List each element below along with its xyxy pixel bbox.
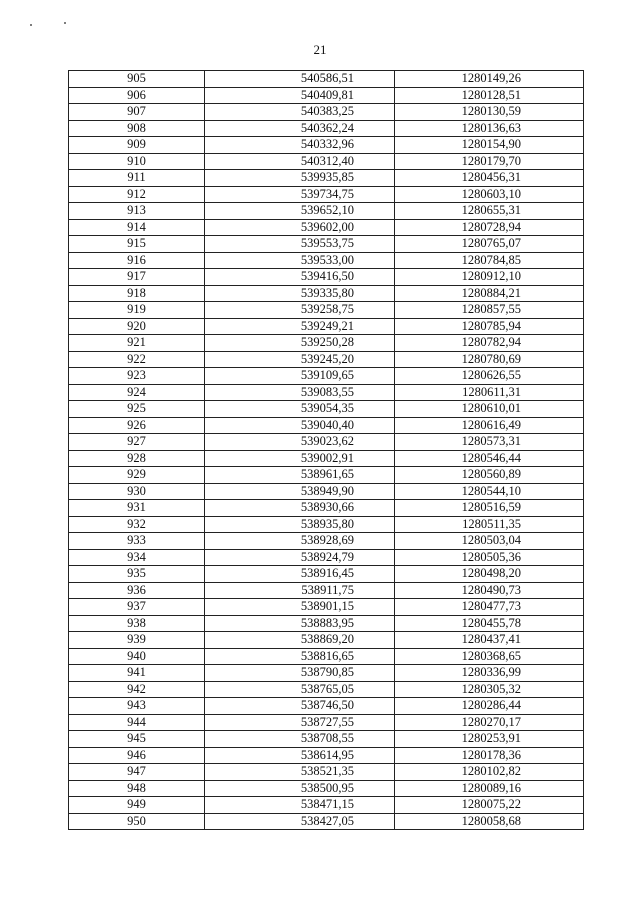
table-row	[69, 335, 584, 352]
x-coordinate-cell: 539023,62	[205, 434, 395, 451]
table-row	[69, 648, 584, 665]
x-coordinate-cell: 539335,80	[205, 285, 395, 302]
y-coordinate-cell: 1280136,63	[395, 120, 584, 137]
x-coordinate-cell: 538924,79	[205, 549, 395, 566]
y-coordinate-cell: 1280626,55	[395, 368, 584, 385]
point-number-cell: 930	[69, 483, 205, 500]
y-coordinate-cell: 1280780,69	[395, 351, 584, 368]
x-coordinate-cell: 538727,55	[205, 714, 395, 731]
point-number-cell: 919	[69, 302, 205, 319]
y-coordinate-cell: 1280655,31	[395, 203, 584, 220]
y-coordinate-cell: 1280149,26	[395, 71, 584, 88]
point-number-cell: 912	[69, 186, 205, 203]
point-number-cell: 907	[69, 104, 205, 121]
point-number-cell: 928	[69, 450, 205, 467]
y-coordinate-cell: 1280456,31	[395, 170, 584, 187]
y-coordinate-cell: 1280603,10	[395, 186, 584, 203]
y-coordinate-cell: 1280544,10	[395, 483, 584, 500]
x-coordinate-cell: 538790,85	[205, 665, 395, 682]
x-coordinate-cell: 538916,45	[205, 566, 395, 583]
table-row	[69, 120, 584, 137]
table-row	[69, 368, 584, 385]
point-number-cell: 916	[69, 252, 205, 269]
x-coordinate-cell: 538521,35	[205, 764, 395, 781]
x-coordinate-cell: 539935,85	[205, 170, 395, 187]
x-coordinate-cell: 538765,05	[205, 681, 395, 698]
x-coordinate-cell: 538427,05	[205, 813, 395, 830]
point-number-cell: 942	[69, 681, 205, 698]
y-coordinate-cell: 1280560,89	[395, 467, 584, 484]
y-coordinate-cell: 1280785,94	[395, 318, 584, 335]
table-row	[69, 549, 584, 566]
y-coordinate-cell: 1280498,20	[395, 566, 584, 583]
x-coordinate-cell: 539040,40	[205, 417, 395, 434]
y-coordinate-cell: 1280546,44	[395, 450, 584, 467]
x-coordinate-cell: 540383,25	[205, 104, 395, 121]
y-coordinate-cell: 1280477,73	[395, 599, 584, 616]
x-coordinate-cell: 539602,00	[205, 219, 395, 236]
point-number-cell: 938	[69, 615, 205, 632]
y-coordinate-cell: 1280178,36	[395, 747, 584, 764]
point-number-cell: 923	[69, 368, 205, 385]
point-number-cell: 945	[69, 731, 205, 748]
x-coordinate-cell: 539249,21	[205, 318, 395, 335]
y-coordinate-cell: 1280857,55	[395, 302, 584, 319]
table-row	[69, 483, 584, 500]
y-coordinate-cell: 1280179,70	[395, 153, 584, 170]
point-number-cell: 915	[69, 236, 205, 253]
table-row	[69, 186, 584, 203]
x-coordinate-cell: 539245,20	[205, 351, 395, 368]
table-row	[69, 104, 584, 121]
point-number-cell: 947	[69, 764, 205, 781]
point-number-cell: 937	[69, 599, 205, 616]
table-row	[69, 797, 584, 814]
x-coordinate-cell: 538816,65	[205, 648, 395, 665]
y-coordinate-cell: 1280102,82	[395, 764, 584, 781]
point-number-cell: 931	[69, 500, 205, 517]
table-row	[69, 384, 584, 401]
table-row	[69, 203, 584, 220]
x-coordinate-cell: 540312,40	[205, 153, 395, 170]
y-coordinate-cell: 1280270,17	[395, 714, 584, 731]
table-row	[69, 285, 584, 302]
table-row	[69, 764, 584, 781]
point-number-cell: 913	[69, 203, 205, 220]
table-row	[69, 747, 584, 764]
y-coordinate-cell: 1280130,59	[395, 104, 584, 121]
point-number-cell: 932	[69, 516, 205, 533]
table-row	[69, 813, 584, 830]
point-number-cell: 949	[69, 797, 205, 814]
point-number-cell: 926	[69, 417, 205, 434]
table-row	[69, 780, 584, 797]
table-row	[69, 87, 584, 104]
y-coordinate-cell: 1280368,65	[395, 648, 584, 665]
point-number-cell: 934	[69, 549, 205, 566]
point-number-cell: 925	[69, 401, 205, 418]
table-row	[69, 582, 584, 599]
point-number-cell: 924	[69, 384, 205, 401]
x-coordinate-cell: 538614,95	[205, 747, 395, 764]
table-row	[69, 417, 584, 434]
y-coordinate-cell: 1280573,31	[395, 434, 584, 451]
x-coordinate-cell: 540362,24	[205, 120, 395, 137]
y-coordinate-cell: 1280765,07	[395, 236, 584, 253]
x-coordinate-cell: 539533,00	[205, 252, 395, 269]
y-coordinate-cell: 1280616,49	[395, 417, 584, 434]
x-coordinate-cell: 539109,65	[205, 368, 395, 385]
point-number-cell: 910	[69, 153, 205, 170]
table-row	[69, 137, 584, 154]
table-row	[69, 698, 584, 715]
point-number-cell: 906	[69, 87, 205, 104]
y-coordinate-cell: 1280089,16	[395, 780, 584, 797]
table-row	[69, 599, 584, 616]
table-row	[69, 170, 584, 187]
point-number-cell: 921	[69, 335, 205, 352]
y-coordinate-cell: 1280516,59	[395, 500, 584, 517]
point-number-cell: 943	[69, 698, 205, 715]
x-coordinate-cell: 539002,91	[205, 450, 395, 467]
point-number-cell: 929	[69, 467, 205, 484]
table-row	[69, 500, 584, 517]
x-coordinate-cell: 540332,96	[205, 137, 395, 154]
x-coordinate-cell: 538928,69	[205, 533, 395, 550]
table-row	[69, 351, 584, 368]
x-coordinate-cell: 539250,28	[205, 335, 395, 352]
table-row	[69, 533, 584, 550]
y-coordinate-cell: 1280455,78	[395, 615, 584, 632]
point-number-cell: 944	[69, 714, 205, 731]
table-row	[69, 153, 584, 170]
x-coordinate-cell: 538869,20	[205, 632, 395, 649]
y-coordinate-cell: 1280884,21	[395, 285, 584, 302]
x-coordinate-cell: 538949,90	[205, 483, 395, 500]
table-row	[69, 302, 584, 319]
y-coordinate-cell: 1280511,35	[395, 516, 584, 533]
point-number-cell: 927	[69, 434, 205, 451]
y-coordinate-cell: 1280154,90	[395, 137, 584, 154]
table-row	[69, 318, 584, 335]
coordinates-table	[68, 70, 584, 830]
table-row	[69, 681, 584, 698]
table-row	[69, 236, 584, 253]
point-number-cell: 905	[69, 71, 205, 88]
x-coordinate-cell: 538901,15	[205, 599, 395, 616]
y-coordinate-cell: 1280253,91	[395, 731, 584, 748]
y-coordinate-cell: 1280075,22	[395, 797, 584, 814]
table-row	[69, 467, 584, 484]
x-coordinate-cell: 538930,66	[205, 500, 395, 517]
table-row	[69, 615, 584, 632]
y-coordinate-cell: 1280437,41	[395, 632, 584, 649]
y-coordinate-cell: 1280058,68	[395, 813, 584, 830]
y-coordinate-cell: 1280490,73	[395, 582, 584, 599]
y-coordinate-cell: 1280782,94	[395, 335, 584, 352]
x-coordinate-cell: 538500,95	[205, 780, 395, 797]
table-row	[69, 71, 584, 88]
table-row	[69, 219, 584, 236]
y-coordinate-cell: 1280336,99	[395, 665, 584, 682]
y-coordinate-cell: 1280286,44	[395, 698, 584, 715]
y-coordinate-cell: 1280611,31	[395, 384, 584, 401]
table-row	[69, 401, 584, 418]
point-number-cell: 940	[69, 648, 205, 665]
table-row	[69, 566, 584, 583]
y-coordinate-cell: 1280912,10	[395, 269, 584, 286]
scan-speck	[30, 24, 32, 26]
x-coordinate-cell: 539083,55	[205, 384, 395, 401]
coordinates-table-body	[69, 71, 584, 830]
scan-speck	[64, 22, 66, 24]
point-number-cell: 922	[69, 351, 205, 368]
table-row	[69, 665, 584, 682]
y-coordinate-cell: 1280505,36	[395, 549, 584, 566]
page-number: 21	[313, 42, 327, 57]
x-coordinate-cell: 539258,75	[205, 302, 395, 319]
point-number-cell: 936	[69, 582, 205, 599]
x-coordinate-cell: 539652,10	[205, 203, 395, 220]
point-number-cell: 946	[69, 747, 205, 764]
point-number-cell: 939	[69, 632, 205, 649]
x-coordinate-cell: 538746,50	[205, 698, 395, 715]
x-coordinate-cell: 540586,51	[205, 71, 395, 88]
x-coordinate-cell: 538883,95	[205, 615, 395, 632]
point-number-cell: 941	[69, 665, 205, 682]
point-number-cell: 948	[69, 780, 205, 797]
point-number-cell: 914	[69, 219, 205, 236]
point-number-cell: 911	[69, 170, 205, 187]
y-coordinate-cell: 1280305,32	[395, 681, 584, 698]
point-number-cell: 909	[69, 137, 205, 154]
y-coordinate-cell: 1280610,01	[395, 401, 584, 418]
x-coordinate-cell: 538471,15	[205, 797, 395, 814]
y-coordinate-cell: 1280728,94	[395, 219, 584, 236]
x-coordinate-cell: 538961,65	[205, 467, 395, 484]
y-coordinate-cell: 1280503,04	[395, 533, 584, 550]
x-coordinate-cell: 538935,80	[205, 516, 395, 533]
table-row	[69, 252, 584, 269]
table-row	[69, 714, 584, 731]
point-number-cell: 917	[69, 269, 205, 286]
x-coordinate-cell: 539553,75	[205, 236, 395, 253]
point-number-cell: 908	[69, 120, 205, 137]
table-row	[69, 269, 584, 286]
x-coordinate-cell: 539734,75	[205, 186, 395, 203]
x-coordinate-cell: 539054,35	[205, 401, 395, 418]
point-number-cell: 920	[69, 318, 205, 335]
point-number-cell: 950	[69, 813, 205, 830]
point-number-cell: 935	[69, 566, 205, 583]
point-number-cell: 933	[69, 533, 205, 550]
x-coordinate-cell: 538911,75	[205, 582, 395, 599]
table-row	[69, 632, 584, 649]
y-coordinate-cell: 1280784,85	[395, 252, 584, 269]
x-coordinate-cell: 540409,81	[205, 87, 395, 104]
table-row	[69, 731, 584, 748]
table-row	[69, 450, 584, 467]
y-coordinate-cell: 1280128,51	[395, 87, 584, 104]
x-coordinate-cell: 539416,50	[205, 269, 395, 286]
x-coordinate-cell: 538708,55	[205, 731, 395, 748]
table-row	[69, 516, 584, 533]
table-row	[69, 434, 584, 451]
point-number-cell: 918	[69, 285, 205, 302]
